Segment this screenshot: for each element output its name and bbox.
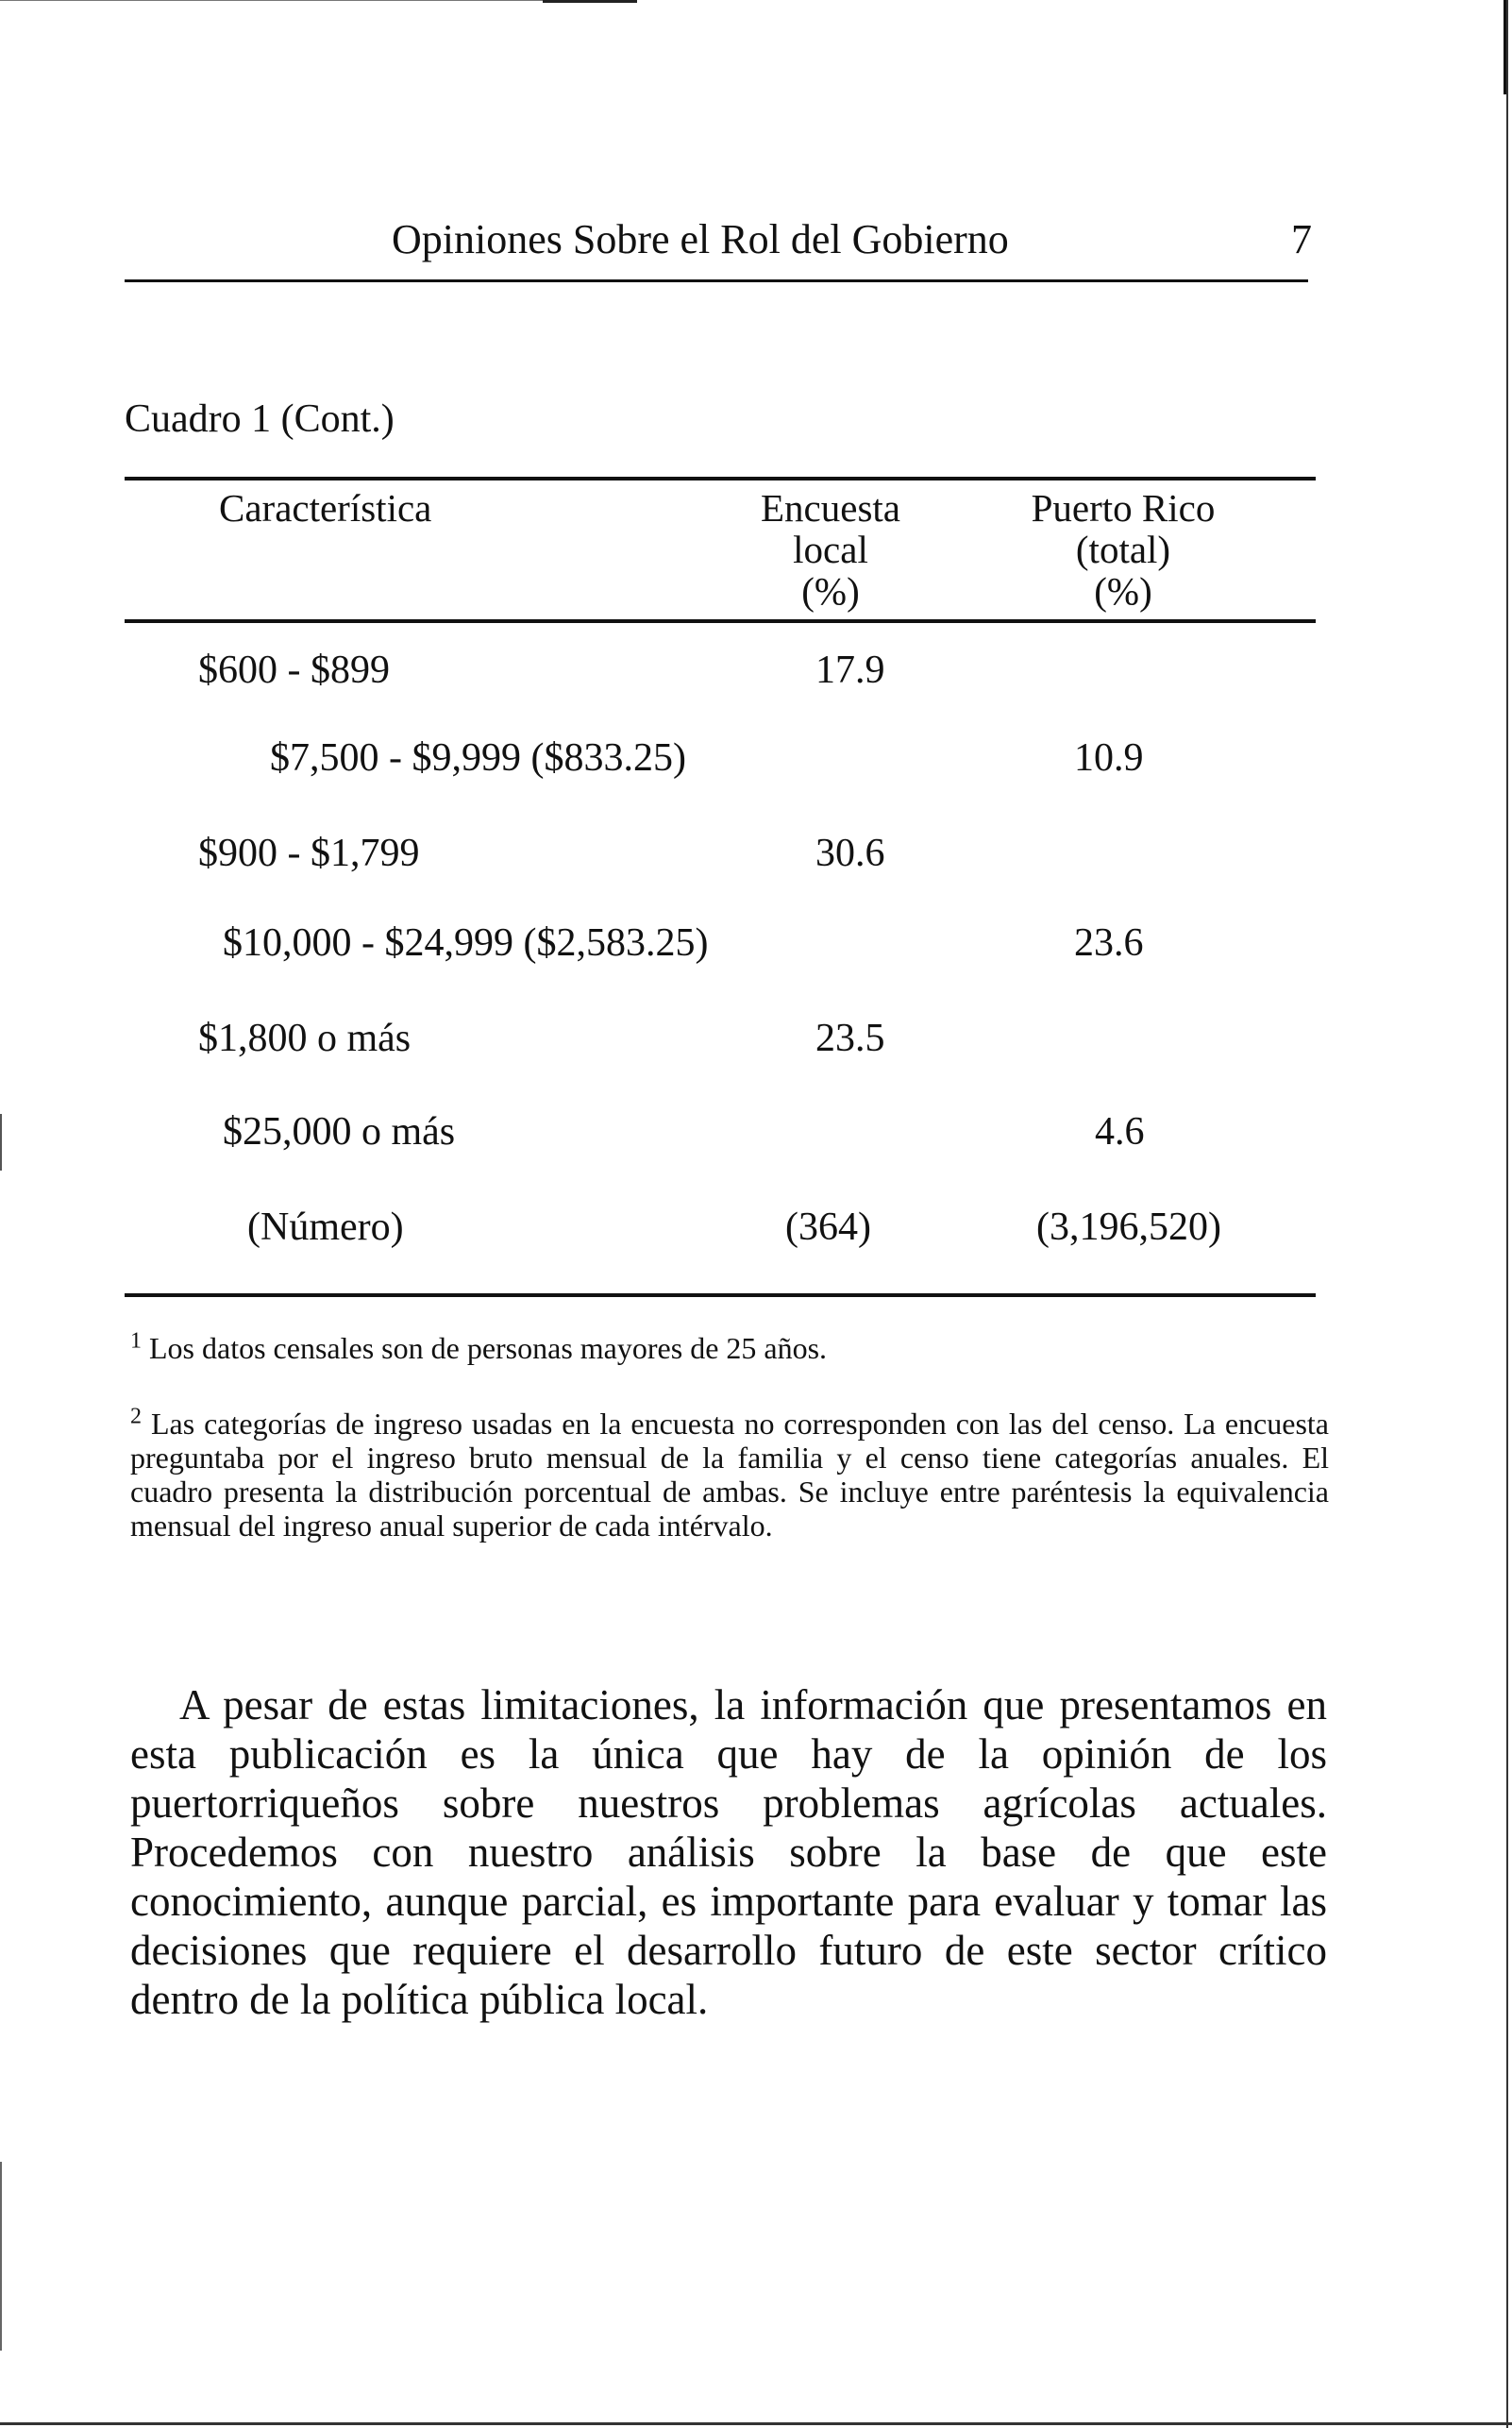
table-caption: Cuadro 1 (Cont.) bbox=[125, 397, 395, 441]
footnote-2 bbox=[130, 1404, 1330, 1543]
table-cell-encuesta: 30.6 bbox=[815, 832, 885, 875]
table-cell-puerto-rico: 10.9 bbox=[1074, 736, 1144, 780]
table-row-label: $1,800 o más bbox=[198, 1017, 412, 1060]
table-cell-encuesta: (364) bbox=[785, 1206, 871, 1249]
scan-edge-top bbox=[0, 0, 632, 1]
table-cell-puerto-rico: (3,196,520) bbox=[1036, 1206, 1221, 1249]
table-cell-puerto-rico: 23.6 bbox=[1074, 921, 1144, 965]
column-header-puerto-rico-line: (%) bbox=[1094, 569, 1152, 613]
table-row-label: (Número) bbox=[247, 1206, 404, 1249]
column-header-encuesta-line: local bbox=[793, 528, 868, 571]
table-row-label: $10,000 - $24,999 ($2,583.25) bbox=[223, 921, 709, 965]
table-cell-encuesta: 17.9 bbox=[815, 649, 885, 692]
scan-edge-bottom bbox=[0, 2422, 1512, 2425]
column-header-encuesta-line: Encuesta bbox=[761, 486, 900, 530]
table-bottom-rule bbox=[125, 1293, 1316, 1297]
page-number: 7 bbox=[1291, 216, 1312, 262]
footnote-mark: 1 bbox=[130, 1328, 142, 1354]
table-row-label: $7,500 - $9,999 ($833.25) bbox=[270, 736, 686, 780]
scan-edge-right bbox=[1506, 0, 1508, 2428]
footnote-text: Las categorías de ingreso usadas en la encuesta no corresponden con las del censo. La encuesta preguntaba por el ingreso bruto mensual de la familia y el censo tiene categorías anuales. El cuadro presenta la distribución porcentual de ambas. Se incluye entre paréntesis la equivalencia mensual del ingreso anual superior de cada intérvalo. bbox=[130, 1407, 1330, 1543]
table-row-label: $900 - $1,799 bbox=[198, 832, 420, 875]
table-row-label: $600 - $899 bbox=[198, 649, 390, 692]
table-cell-encuesta: 23.5 bbox=[815, 1017, 885, 1060]
column-header-caracteristica: Característica bbox=[219, 486, 432, 530]
column-header-puerto-rico bbox=[1000, 487, 1246, 612]
scan-mark-left bbox=[0, 1114, 2, 1171]
column-header-encuesta-line: (%) bbox=[801, 569, 860, 613]
footnote-mark: 2 bbox=[130, 1404, 142, 1429]
header-rule bbox=[125, 279, 1308, 282]
running-head: Opiniones Sobre el Rol del Gobierno bbox=[392, 216, 1009, 262]
scan-mark-top bbox=[543, 0, 637, 3]
column-header-encuesta bbox=[736, 487, 925, 612]
table-row-label: $25,000 o más bbox=[223, 1110, 456, 1154]
table-top-rule bbox=[125, 477, 1316, 481]
table-cell-puerto-rico: 4.6 bbox=[1095, 1110, 1145, 1154]
body-paragraph: A pesar de estas limitaciones, la información que presentamos en esta publicación es la única que hay de la opinión de los puertorriqueños sobre nuestros problemas agrícolas actuales. Procedemos con nuestro análisis sobre la base de que este conocimiento, aunque parcial, es importante para evaluar y tomar las decisiones que requiere el desarrollo futuro de este sector crítico dentro de la política pública local. bbox=[130, 1681, 1327, 2023]
column-header-puerto-rico-line: Puerto Rico bbox=[1031, 486, 1216, 530]
footnote-text: Los datos censales son de personas mayores de 25 años. bbox=[149, 1331, 828, 1365]
scan-mark-left-lower bbox=[0, 2162, 2, 2351]
table-header-rule bbox=[125, 619, 1316, 623]
footnote-1 bbox=[130, 1328, 828, 1365]
column-header-puerto-rico-line: (total) bbox=[1075, 528, 1171, 571]
